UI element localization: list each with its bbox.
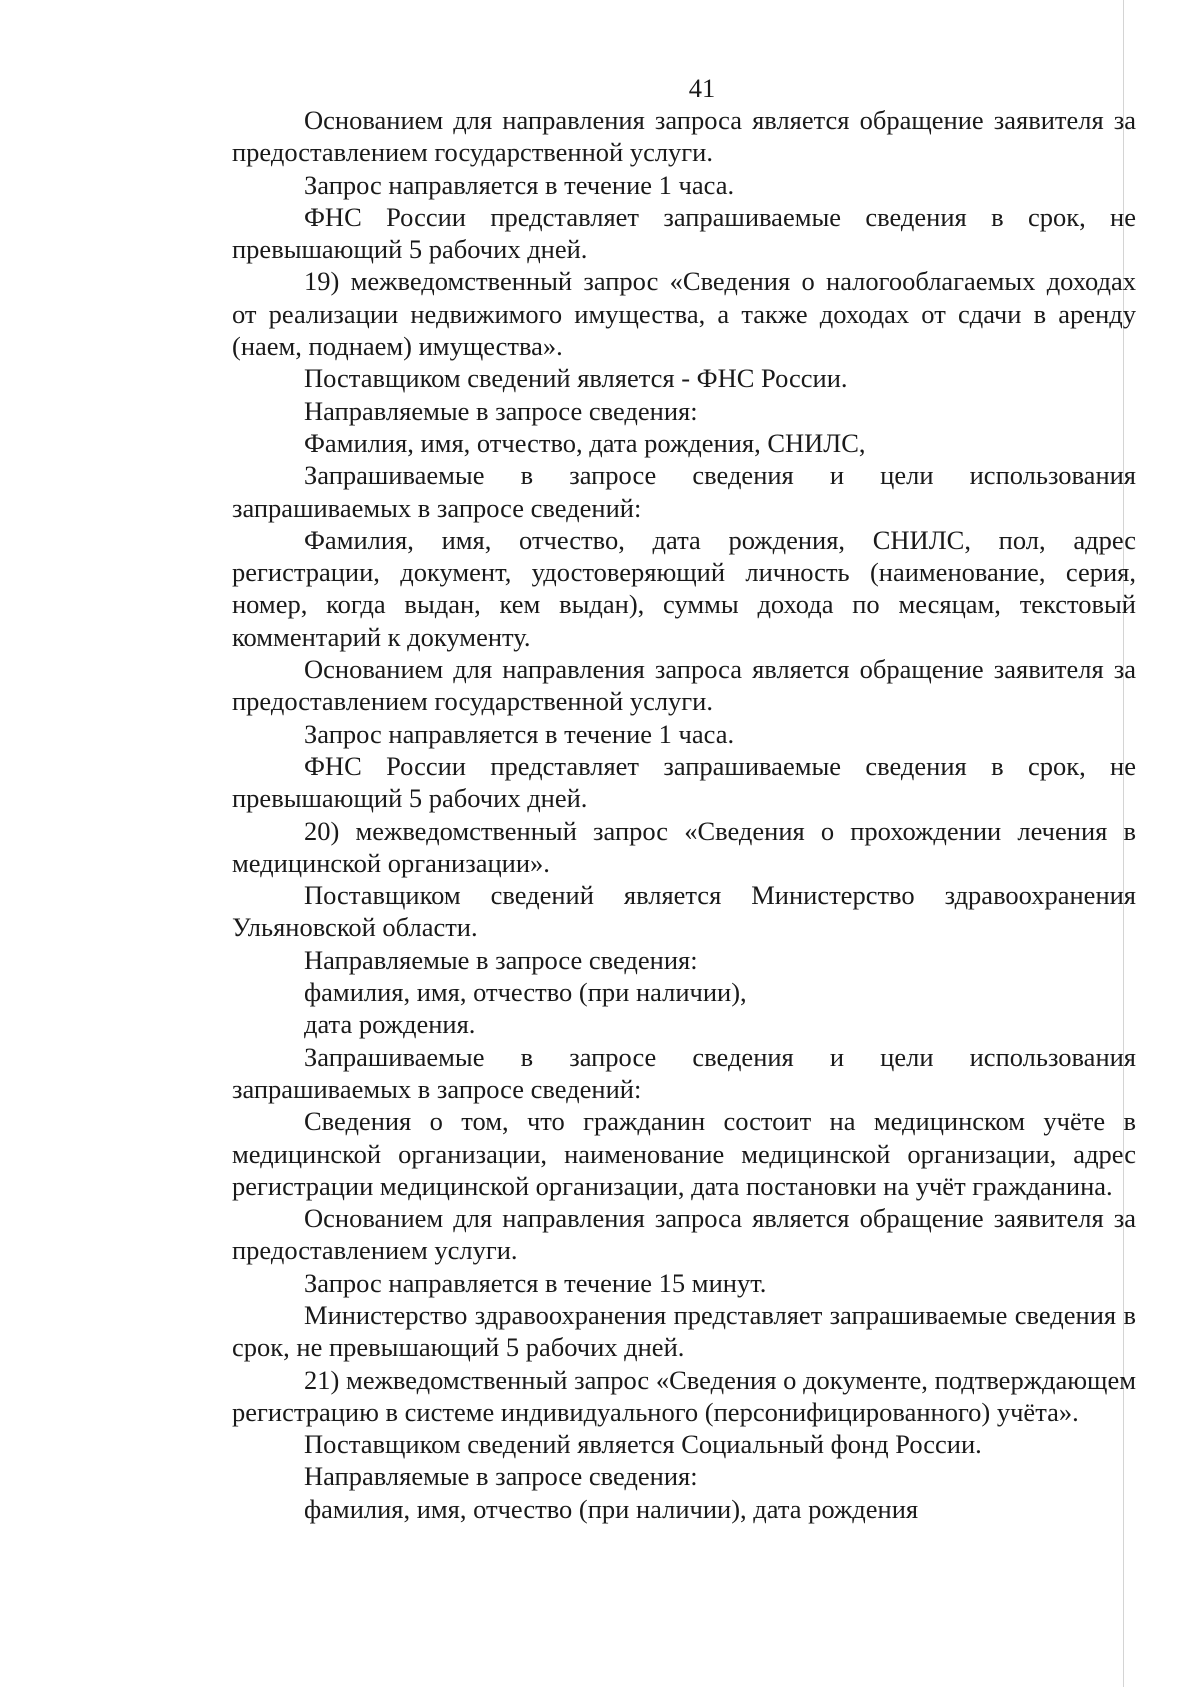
paragraph: Основанием для направления запроса является обращение заявителя за предоставлением государственной услуги.	[232, 654, 1136, 717]
paragraph: Направляемые в запросе сведения:	[304, 944, 698, 975]
paragraph: ФНС России представляет запрашиваемые сведения в срок, не превышающий 5 рабочих дней.	[232, 750, 1136, 814]
paragraph: 20) межведомственный запрос «Сведения о прохождении лечения в медицинской организации».	[232, 815, 1136, 878]
paragraph: Поставщиком сведений является Министерство здравоохранения Ульяновской области.	[232, 880, 1136, 943]
paragraph: фамилия, имя, отчество (при наличии),	[304, 977, 747, 1008]
paragraph: Запрашиваемые в запросе сведения и цели использования запрашиваемых в запросе сведений:	[232, 460, 1136, 523]
page-number: 41	[688, 73, 716, 103]
paragraph: Министерство здравоохранения представляет запрашиваемые сведения в срок, не превышающий 5 рабочих дней.	[232, 1299, 1136, 1363]
paragraph: Запрос направляется в течение 15 минут.	[304, 1267, 767, 1298]
paragraph: Поставщиком сведений является - ФНС России.	[304, 363, 848, 394]
paragraph: Основанием для направления запроса является обращение заявителя за предоставлением услуги.	[232, 1203, 1136, 1266]
paragraph: 21) межведомственный запрос «Сведения о документе, подтверждающем регистрацию в системе индивидуального (персонифицированного) учёта».	[232, 1364, 1136, 1427]
paragraph: Основанием для направления запроса является обращение заявителя за предоставлением государственной услуги.	[232, 105, 1136, 168]
paragraph: 19) межведомственный запрос «Сведения о налогооблагаемых доходах от реализации недвижимого имущества, а также доходах от сдачи в аренду (наем, поднаем) имущества».	[232, 266, 1136, 362]
paragraph: Поставщиком сведений является Социальный фонд России.	[304, 1429, 982, 1460]
paragraph: дата рождения.	[304, 1009, 476, 1040]
paragraph: Запрос направляется в течение 1 часа.	[304, 718, 735, 749]
paragraph: Фамилия, имя, отчество, дата рождения, СНИЛС,	[304, 427, 866, 458]
paragraph: Направляемые в запросе сведения:	[304, 395, 698, 426]
document-page	[232, 72, 1136, 1525]
paragraph: ФНС России представляет запрашиваемые сведения в срок, не превышающий 5 рабочих дней.	[232, 201, 1136, 265]
paragraph: Направляемые в запросе сведения:	[304, 1461, 698, 1492]
paragraph: фамилия, имя, отчество (при наличии), дата рождения	[304, 1493, 919, 1524]
paragraph: Сведения о том, что гражданин состоит на медицинском учёте в медицинской организации, наименование медицинской организации, адрес регистрации медицинской организации, дата постановки на учёт гражданина.	[232, 1106, 1136, 1201]
paragraph: Фамилия, имя, отчество, дата рождения, СНИЛС, пол, адрес регистрации, документ, удостоверяющий личность (наименование, серия, номер, когда выдан, кем выдан), суммы дохода по месяцам, текстовый комментарий к документу.	[232, 524, 1136, 652]
paragraph: Запрос направляется в течение 1 часа.	[304, 169, 735, 200]
paragraph: Запрашиваемые в запросе сведения и цели использования запрашиваемых в запросе сведений:	[232, 1041, 1136, 1104]
